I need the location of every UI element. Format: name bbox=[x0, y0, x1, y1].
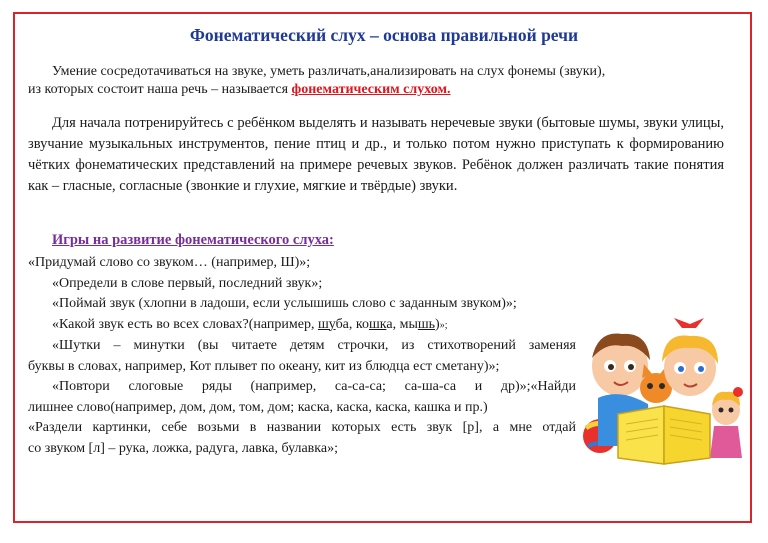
intro-line-2: из которых состоит наша речь – называется bbox=[28, 82, 292, 97]
game-item-cont: буквы в словах, например, Кот плывет по океану, кит из блюдца ест сметану)»; bbox=[28, 358, 500, 374]
children-reading-book-icon bbox=[578, 318, 750, 468]
game-item-cont: лишнее слово(например, дом, дом, том, дом; каска, каска, каска, кашка и пр.) bbox=[28, 399, 488, 415]
game-item: «Какой звук есть во всех словах?(например, шуба, кошка, мышь)»; bbox=[52, 316, 448, 332]
game-item: «Придумай слово со звуком… (например, Ш)»; bbox=[28, 255, 311, 270]
game-item: «Шутки – минутки (вы читаете детям строчки, из стихотворений заменяя bbox=[52, 338, 576, 353]
highlight-term: фонематическим слухом. bbox=[291, 82, 451, 97]
game-item: «Поймай звук (хлопни в ладоши, если услышишь слово с заданным звуком)»; bbox=[52, 296, 517, 311]
intro-paragraph bbox=[28, 63, 724, 99]
intro-line-1: Умение сосредотачиваться на звуке, уметь различать,анализировать на слух фонемы (звуки), bbox=[52, 64, 606, 79]
training-text: Для начала потренируйтесь с ребёнком выделять и называть неречевые звуки (бытовые шумы, звуки улицы, звучание музыкальных инструментов, пение птиц и др., и только потом нужно приступать к формированию чётких фонематических представлений на примере речевых звуков. Ребёнок должен различать такие понятия как – гласные, согласные (звонкие и глухие, мягкие и твёрдые) звуки. bbox=[28, 115, 724, 194]
game-item: «Раздели картинки, себе возьми в названии которых есть звук [р], а мне отдай bbox=[28, 420, 576, 435]
game-item: «Определи в слове первый, последний звук»; bbox=[52, 275, 323, 291]
game-item-cont: со звуком [л] – рука, ложка, радуга, лавка, булавка»; bbox=[28, 440, 338, 456]
games-heading: Игры на развитие фонематического слуха: bbox=[52, 232, 334, 248]
page-title: Фонематический слух – основа правильной речи bbox=[189, 25, 579, 45]
game-item: «Повтори слоговые ряды (например, са-са-са; са-ша-са и др)»;«Найди bbox=[52, 379, 576, 394]
training-paragraph bbox=[28, 113, 724, 197]
games-list bbox=[28, 253, 576, 459]
